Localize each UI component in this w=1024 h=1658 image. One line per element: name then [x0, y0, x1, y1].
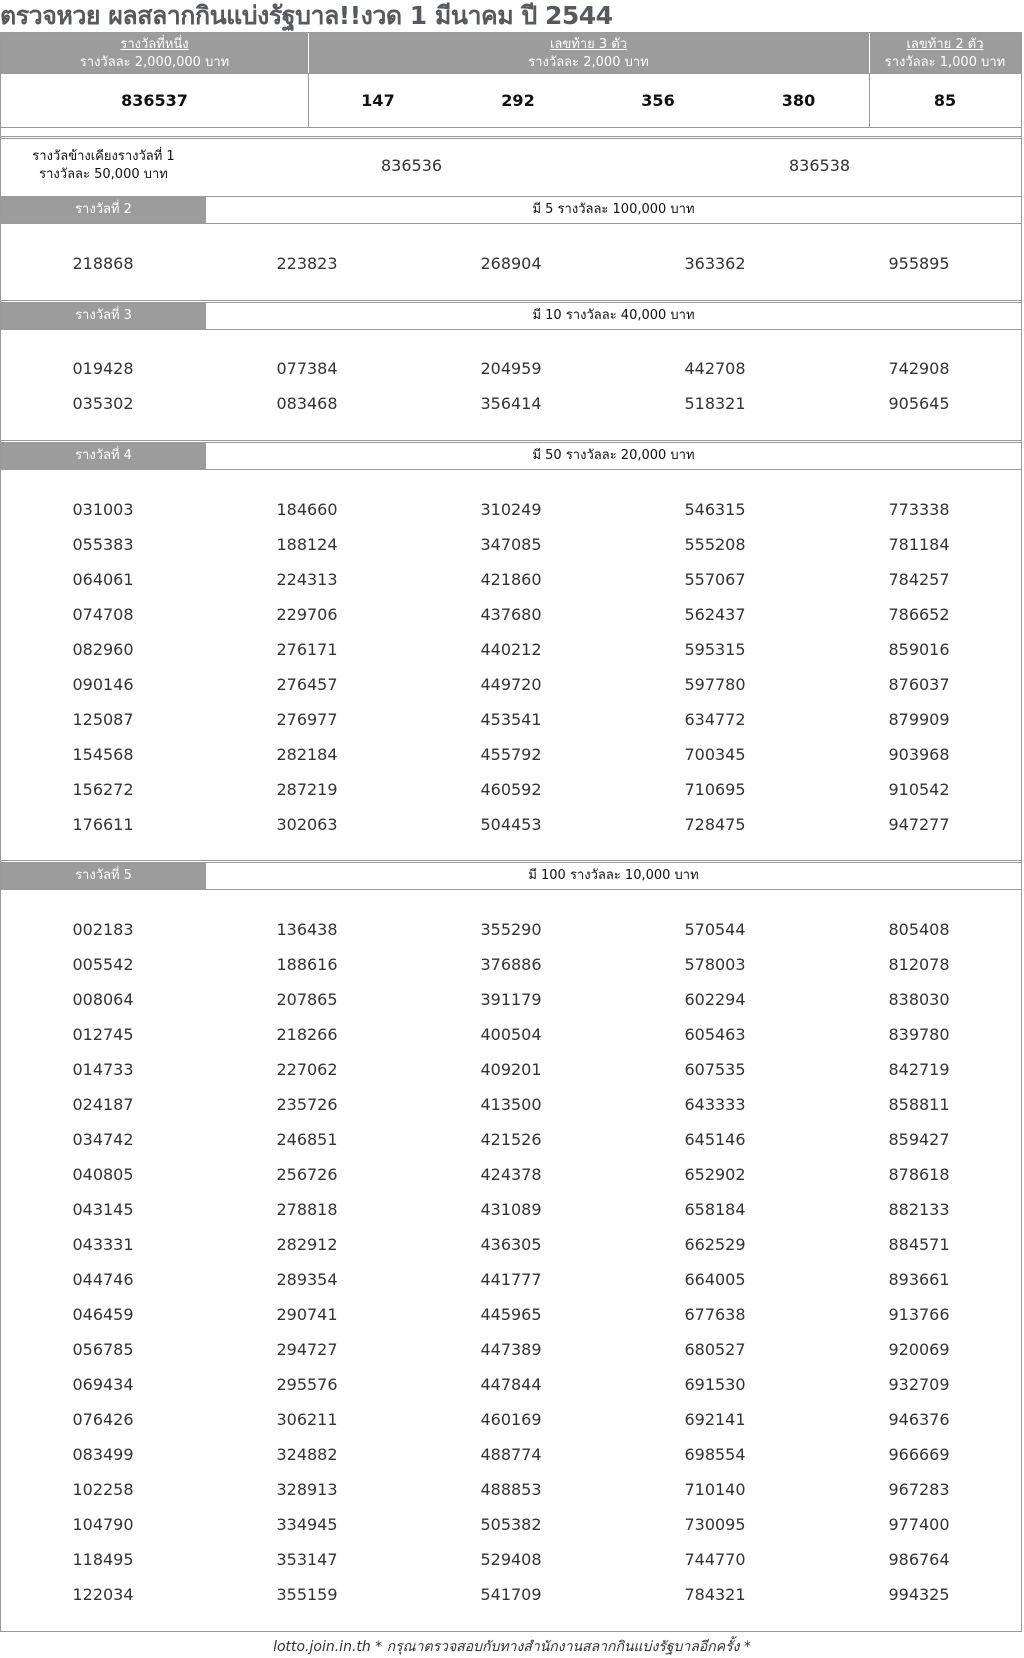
- prize-number: 246851: [276, 1130, 338, 1149]
- prize-number: 913766: [888, 1305, 950, 1324]
- prize-number: 227062: [276, 1060, 338, 1079]
- prize-number: 019428: [72, 359, 134, 378]
- table-row: [1, 1157, 1021, 1192]
- prize-number: 421860: [480, 570, 542, 589]
- prize-number: 056785: [72, 1340, 134, 1359]
- prize-number: 645146: [684, 1130, 746, 1149]
- prize-number: 784321: [684, 1585, 746, 1604]
- prize5-numbers: [1, 912, 1021, 1612]
- prize-number: 442708: [684, 359, 746, 378]
- prize-number: 363362: [684, 254, 746, 273]
- table-row: [1, 1087, 1021, 1122]
- prize-number: 356414: [480, 394, 542, 413]
- prize-number: 986764: [888, 1550, 950, 1569]
- prize-number: 282912: [276, 1235, 338, 1254]
- prize-number: 505382: [480, 1515, 542, 1534]
- prize-number: 083499: [72, 1445, 134, 1464]
- prize-number: 455792: [480, 745, 542, 764]
- last3-number: 292: [501, 91, 535, 110]
- prize-number: 605463: [684, 1025, 746, 1044]
- prize-number: 562437: [684, 605, 746, 624]
- prize-number: 680527: [684, 1340, 746, 1359]
- table-row: [1, 1227, 1021, 1262]
- prize-number: 077384: [276, 359, 338, 378]
- prize-number: 859427: [888, 1130, 950, 1149]
- table-row: [1, 1542, 1021, 1577]
- prize-number: 040805: [72, 1165, 134, 1184]
- prize-number: 154568: [72, 745, 134, 764]
- prize-number: 188124: [276, 535, 338, 554]
- prize-number: 188616: [276, 955, 338, 974]
- prize-number: 730095: [684, 1515, 746, 1534]
- prize-number: 858811: [888, 1095, 950, 1114]
- last3-number: 147: [361, 91, 395, 110]
- prize5-label: รางวัลที่ 5: [1, 863, 206, 889]
- prize-number: 431089: [480, 1200, 542, 1219]
- prize-number: 306211: [276, 1410, 338, 1429]
- prize4-label: รางวัลที่ 4: [1, 443, 206, 469]
- table-row: [1, 667, 1021, 702]
- prize-number: 557067: [684, 570, 746, 589]
- prize-number: 223823: [276, 254, 338, 273]
- prize-number: 044746: [72, 1270, 134, 1289]
- last3-number: 380: [781, 91, 816, 110]
- prize-number: 136438: [276, 920, 338, 939]
- table-row: [1, 1507, 1021, 1542]
- prize-number: 784257: [888, 570, 950, 589]
- prize-number: 218868: [72, 254, 134, 273]
- prize5-header: [1, 862, 1021, 890]
- prize-number: 691530: [684, 1375, 746, 1394]
- prize3-desc: มี 10 รางวัลละ 40,000 บาท: [532, 308, 695, 323]
- prize-number: 634772: [684, 710, 746, 729]
- divider: [1, 440, 1021, 441]
- prize-number: 290741: [276, 1305, 338, 1324]
- prize-number: 184660: [276, 500, 338, 519]
- prize-number: 035302: [72, 394, 134, 413]
- page-title: ตรวจหวย ผลสลากกินแบ่งรัฐบาล!!งวด 1 มีนาคม ปี 2544: [0, 1, 613, 30]
- prize2-header: [1, 196, 1021, 224]
- prize-number: 859016: [888, 640, 950, 659]
- prize-number: 235726: [276, 1095, 338, 1114]
- prize-number: 218266: [276, 1025, 338, 1044]
- prize-number: 905645: [888, 394, 950, 413]
- prize-number: 876037: [888, 675, 950, 694]
- prize-number: 700345: [684, 745, 746, 764]
- prize-number: 447844: [480, 1375, 542, 1394]
- prize-number: 664005: [684, 1270, 746, 1289]
- table-row: [1, 1367, 1021, 1402]
- last2-number: 85: [933, 91, 957, 110]
- prize-number: 302063: [276, 815, 338, 834]
- prize-number: 488774: [480, 1445, 542, 1464]
- prize-number: 400504: [480, 1025, 542, 1044]
- prize2-numbers: [1, 246, 1021, 281]
- prize-number: 449720: [480, 675, 542, 694]
- prize4-desc: มี 50 รางวัลละ 20,000 บาท: [532, 448, 695, 463]
- header-divider: [308, 33, 309, 73]
- prize-number: 204959: [480, 359, 542, 378]
- first-prize-label: รางวัลที่หนึ่ง: [120, 37, 189, 52]
- table-row: [1, 737, 1021, 772]
- prize-number: 812078: [888, 955, 950, 974]
- prize-number: 546315: [684, 500, 746, 519]
- prize-number: 014733: [72, 1060, 134, 1079]
- prize-number: 355159: [276, 1585, 338, 1604]
- footer-note: lotto.join.in.th * กรุณาตรวจสอบกับทางสำนักงานสลากกินแบ่งรัฐบาลอีกครั้ง *: [273, 1639, 751, 1655]
- prize-number: 677638: [684, 1305, 746, 1324]
- last2-label: เลขท้าย 2 ตัว: [906, 37, 984, 52]
- top-prize-header: [1, 33, 1021, 73]
- prize-number: 046459: [72, 1305, 134, 1324]
- prize-number: 324882: [276, 1445, 338, 1464]
- prize3-numbers: [1, 351, 1021, 421]
- prize-number: 607535: [684, 1060, 746, 1079]
- prize-number: 295576: [276, 1375, 338, 1394]
- prize-number: 441777: [480, 1270, 542, 1289]
- table-row: [1, 1052, 1021, 1087]
- table-row: [1, 1402, 1021, 1437]
- prize-number: 786652: [888, 605, 950, 624]
- prize-number: 447389: [480, 1340, 542, 1359]
- divider: [1, 860, 1021, 861]
- prize-number: 064061: [72, 570, 134, 589]
- prize-number: 104790: [72, 1515, 134, 1534]
- prize4-numbers: [1, 492, 1021, 842]
- table-row: [1, 632, 1021, 667]
- prize-number: 002183: [72, 920, 134, 939]
- last3-label: เลขท้าย 3 ตัว: [549, 37, 628, 52]
- prize-number: 529408: [480, 1550, 542, 1569]
- prize2-label: รางวัลที่ 2: [1, 197, 206, 223]
- prize-number: 043145: [72, 1200, 134, 1219]
- divider: [1, 136, 1021, 137]
- prize-number: 043331: [72, 1235, 134, 1254]
- prize-number: 376886: [480, 955, 542, 974]
- prize-number: 083468: [276, 394, 338, 413]
- prize-number: 328913: [276, 1480, 338, 1499]
- prize-number: 353147: [276, 1550, 338, 1569]
- prize-number: 838030: [888, 990, 950, 1009]
- table-row: [1, 947, 1021, 982]
- table-row: [1, 702, 1021, 737]
- adjacent-prize-number: 836536: [381, 156, 443, 175]
- divider: [1, 138, 1021, 139]
- prize-number: 882133: [888, 1200, 950, 1219]
- prize-number: 031003: [72, 500, 134, 519]
- prize-number: 156272: [72, 780, 134, 799]
- prize-number: 224313: [276, 570, 338, 589]
- prize-number: 005542: [72, 955, 134, 974]
- prize-number: 076426: [72, 1410, 134, 1429]
- prize-number: 436305: [480, 1235, 542, 1254]
- prize-number: 229706: [276, 605, 338, 624]
- prize-number: 024187: [72, 1095, 134, 1114]
- prize-number: 728475: [684, 815, 746, 834]
- results-table: [0, 32, 1022, 1632]
- table-row: [1, 807, 1021, 842]
- prize-number: 055383: [72, 535, 134, 554]
- prize-number: 102258: [72, 1480, 134, 1499]
- prize-number: 268904: [480, 254, 542, 273]
- prize-number: 578003: [684, 955, 746, 974]
- prize-number: 282184: [276, 745, 338, 764]
- column-divider: [308, 74, 309, 127]
- prize-number: 597780: [684, 675, 746, 694]
- last3-amount: รางวัลละ 2,000 บาท: [528, 55, 649, 70]
- prize-number: 652902: [684, 1165, 746, 1184]
- prize-number: 839780: [888, 1025, 950, 1044]
- last3-number: 356: [641, 91, 675, 110]
- prize-number: 008064: [72, 990, 134, 1009]
- table-row: [1, 351, 1021, 386]
- prize-number: 805408: [888, 920, 950, 939]
- prize-number: 460169: [480, 1410, 542, 1429]
- prize-number: 125087: [72, 710, 134, 729]
- prize-number: 879909: [888, 710, 950, 729]
- table-row: [1, 527, 1021, 562]
- prize-number: 118495: [72, 1550, 134, 1569]
- prize-number: 946376: [888, 1410, 950, 1429]
- last2-header: [869, 33, 1021, 73]
- prize-number: 082960: [72, 640, 134, 659]
- prize-number: 744770: [684, 1550, 746, 1569]
- prize-number: 692141: [684, 1410, 746, 1429]
- prize-number: 069434: [72, 1375, 134, 1394]
- prize-number: 276171: [276, 640, 338, 659]
- prize-number: 884571: [888, 1235, 950, 1254]
- prize-number: 518321: [684, 394, 746, 413]
- prize-number: 460592: [480, 780, 542, 799]
- prize-number: 947277: [888, 815, 950, 834]
- table-row: [1, 1122, 1021, 1157]
- prize-number: 595315: [684, 640, 746, 659]
- prize-number: 932709: [888, 1375, 950, 1394]
- prize-number: 207865: [276, 990, 338, 1009]
- table-row: [1, 1437, 1021, 1472]
- prize-number: 440212: [480, 640, 542, 659]
- table-row: [1, 1332, 1021, 1367]
- prize-number: 278818: [276, 1200, 338, 1219]
- first-prize-number: 836537: [121, 91, 188, 110]
- prize-number: 643333: [684, 1095, 746, 1114]
- prize-number: 878618: [888, 1165, 950, 1184]
- prize-number: 256726: [276, 1165, 338, 1184]
- prize-number: 977400: [888, 1515, 950, 1534]
- prize-number: 012745: [72, 1025, 134, 1044]
- table-row: [1, 386, 1021, 421]
- prize-number: 421526: [480, 1130, 542, 1149]
- last3-header: [308, 33, 869, 73]
- table-row: [1, 246, 1021, 281]
- prize-number: 570544: [684, 920, 746, 939]
- prize-number: 347085: [480, 535, 542, 554]
- adjacent-prize-label-block: [1, 148, 206, 184]
- table-row: [1, 912, 1021, 947]
- prize-number: 034742: [72, 1130, 134, 1149]
- table-row: [1, 1017, 1021, 1052]
- prize-number: 920069: [888, 1340, 950, 1359]
- table-row: [1, 1577, 1021, 1612]
- prize-number: 742908: [888, 359, 950, 378]
- table-row: [1, 1192, 1021, 1227]
- prize-number: 289354: [276, 1270, 338, 1289]
- prize-number: 122034: [72, 1585, 134, 1604]
- prize3-label: รางวัลที่ 3: [1, 303, 206, 329]
- prize-number: 488853: [480, 1480, 542, 1499]
- prize-number: 276977: [276, 710, 338, 729]
- adjacent-prize-amount: รางวัลละ 50,000 บาท: [39, 167, 168, 182]
- prize-number: 967283: [888, 1480, 950, 1499]
- table-row: [1, 982, 1021, 1017]
- top-prize-numbers: [1, 73, 1021, 128]
- prize-number: 409201: [480, 1060, 542, 1079]
- divider: [1, 300, 1021, 301]
- prize-number: 955895: [888, 254, 950, 273]
- table-row: [1, 1472, 1021, 1507]
- prize3-header: [1, 302, 1021, 330]
- last2-amount: รางวัลละ 1,000 บาท: [884, 55, 1006, 70]
- prize-number: 090146: [72, 675, 134, 694]
- prize-number: 453541: [480, 710, 542, 729]
- prize-number: 710140: [684, 1480, 746, 1499]
- prize-number: 391179: [480, 990, 542, 1009]
- prize-number: 555208: [684, 535, 746, 554]
- table-row: [1, 1262, 1021, 1297]
- prize-number: 074708: [72, 605, 134, 624]
- table-row: [1, 562, 1021, 597]
- first-prize-header: [1, 33, 308, 73]
- table-row: [1, 1297, 1021, 1332]
- prize-number: 176611: [72, 815, 134, 834]
- prize-number: 310249: [480, 500, 542, 519]
- prize-number: 842719: [888, 1060, 950, 1079]
- table-row: [1, 492, 1021, 527]
- prize-number: 287219: [276, 780, 338, 799]
- prize-number: 294727: [276, 1340, 338, 1359]
- prize-number: 662529: [684, 1235, 746, 1254]
- prize-number: 276457: [276, 675, 338, 694]
- prize-number: 698554: [684, 1445, 746, 1464]
- table-row: [1, 772, 1021, 807]
- prize-number: 437680: [480, 605, 542, 624]
- prize-number: 910542: [888, 780, 950, 799]
- prize-number: 602294: [684, 990, 746, 1009]
- column-divider: [869, 74, 870, 127]
- prize-number: 781184: [888, 535, 950, 554]
- prize-number: 424378: [480, 1165, 542, 1184]
- prize-number: 893661: [888, 1270, 950, 1289]
- prize-number: 773338: [888, 500, 950, 519]
- prize-number: 966669: [888, 1445, 950, 1464]
- prize-number: 355290: [480, 920, 542, 939]
- prize2-desc: มี 5 รางวัลละ 100,000 บาท: [532, 202, 695, 217]
- table-row: [1, 597, 1021, 632]
- header-divider: [869, 33, 870, 73]
- prize-number: 334945: [276, 1515, 338, 1534]
- adjacent-prize-label: รางวัลข้างเคียงรางวัลที่ 1: [32, 149, 175, 164]
- prize-number: 903968: [888, 745, 950, 764]
- prize-number: 710695: [684, 780, 746, 799]
- prize-number: 541709: [480, 1585, 542, 1604]
- adjacent-prize-number: 836538: [789, 156, 851, 175]
- prize5-desc: มี 100 รางวัลละ 10,000 บาท: [528, 868, 699, 883]
- prize-number: 413500: [480, 1095, 542, 1114]
- prize-number: 504453: [480, 815, 542, 834]
- prize-number: 658184: [684, 1200, 746, 1219]
- prize4-header: [1, 442, 1021, 470]
- prize-number: 994325: [888, 1585, 950, 1604]
- prize-number: 445965: [480, 1305, 542, 1324]
- first-prize-amount: รางวัลละ 2,000,000 บาท: [79, 55, 230, 70]
